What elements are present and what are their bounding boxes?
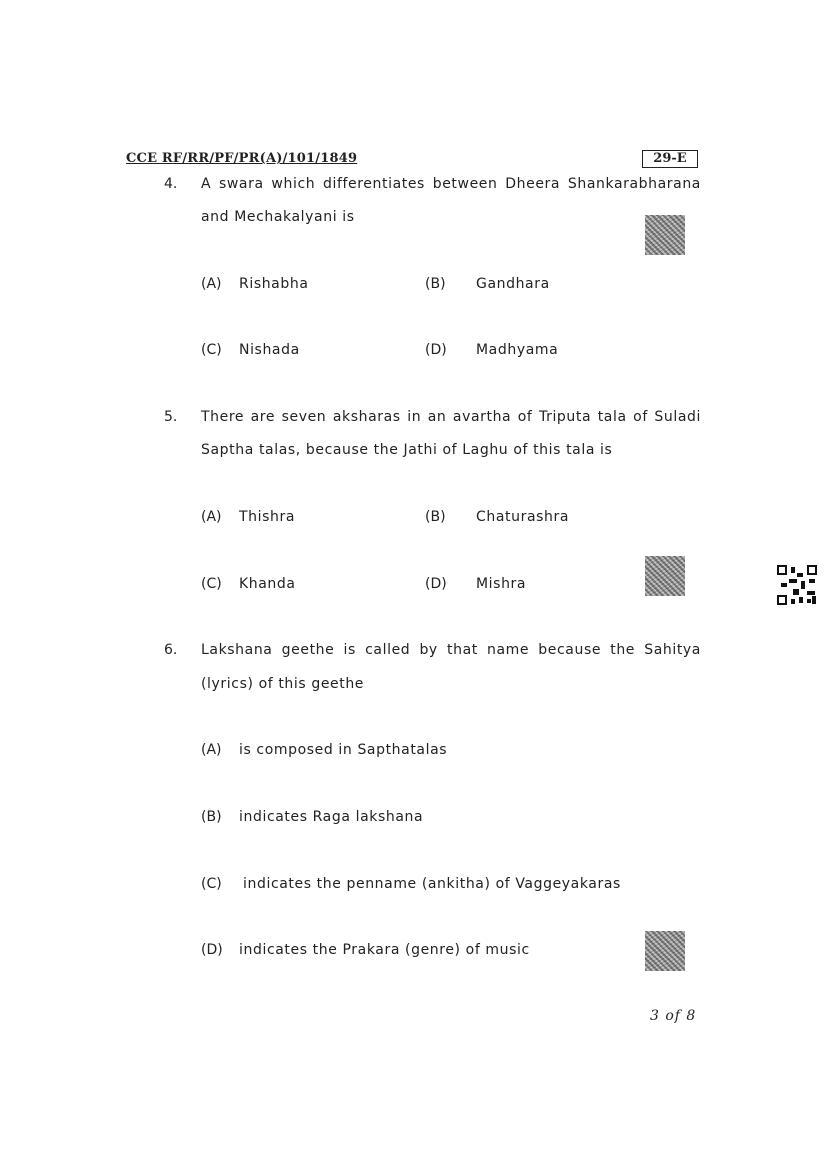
exam-code: CCE RF/RR/PF/PR(A)/101/1849 [126, 151, 358, 166]
question-text-line-1: There are seven aksharas in an avartha of Triputa tala of Suladi [201, 409, 701, 425]
question-text-line-2: and Mechakalyani is [201, 209, 355, 225]
question-number: 6. [164, 642, 178, 658]
question-text-line-2: Saptha talas, because the Jathi of Laghu of this tala is [201, 442, 613, 458]
qr-code-icon [645, 931, 685, 971]
option-text: Madhyama [476, 342, 559, 358]
option-label: (D) [425, 576, 447, 592]
question-text-line-2: (lyrics) of this geethe [201, 676, 365, 692]
question-number: 5. [164, 409, 178, 425]
option-label: (C) [201, 576, 222, 592]
option-label: (B) [201, 809, 222, 825]
option-text: Thishra [239, 509, 296, 525]
option-text: Chaturashra [476, 509, 570, 525]
option-text: indicates the Prakara (genre) of music [239, 942, 530, 958]
page-number: 3 of 8 [650, 1008, 697, 1024]
question-number: 4. [164, 176, 178, 192]
option-label: (A) [201, 276, 222, 292]
option-label: (B) [425, 509, 446, 525]
question-text-line-1: A swara which differentiates between Dheera Shankarabharana [201, 176, 701, 192]
option-text: Rishabha [239, 276, 309, 292]
option-text: is composed in Sapthatalas [239, 742, 448, 758]
option-text: Mishra [476, 576, 527, 592]
option-text: indicates Raga lakshana [239, 809, 424, 825]
option-label: (D) [425, 342, 447, 358]
option-label: (C) [201, 876, 222, 892]
qr-code-icon [645, 556, 685, 596]
option-text: Nishada [239, 342, 300, 358]
option-label: (A) [201, 509, 222, 525]
option-text: Gandhara [476, 276, 550, 292]
option-text: indicates the penname (ankitha) of Vaggeyakaras [243, 876, 621, 892]
side-qr-code-icon [777, 565, 817, 605]
option-label: (A) [201, 742, 222, 758]
option-text: Khanda [239, 576, 296, 592]
qr-code-icon [645, 215, 685, 255]
option-label: (D) [201, 942, 223, 958]
option-label: (B) [425, 276, 446, 292]
question-text-line-1: Lakshana geethe is called by that name because the Sahitya [201, 642, 701, 658]
option-label: (C) [201, 342, 222, 358]
paper-code-box: 29-E [642, 150, 698, 168]
